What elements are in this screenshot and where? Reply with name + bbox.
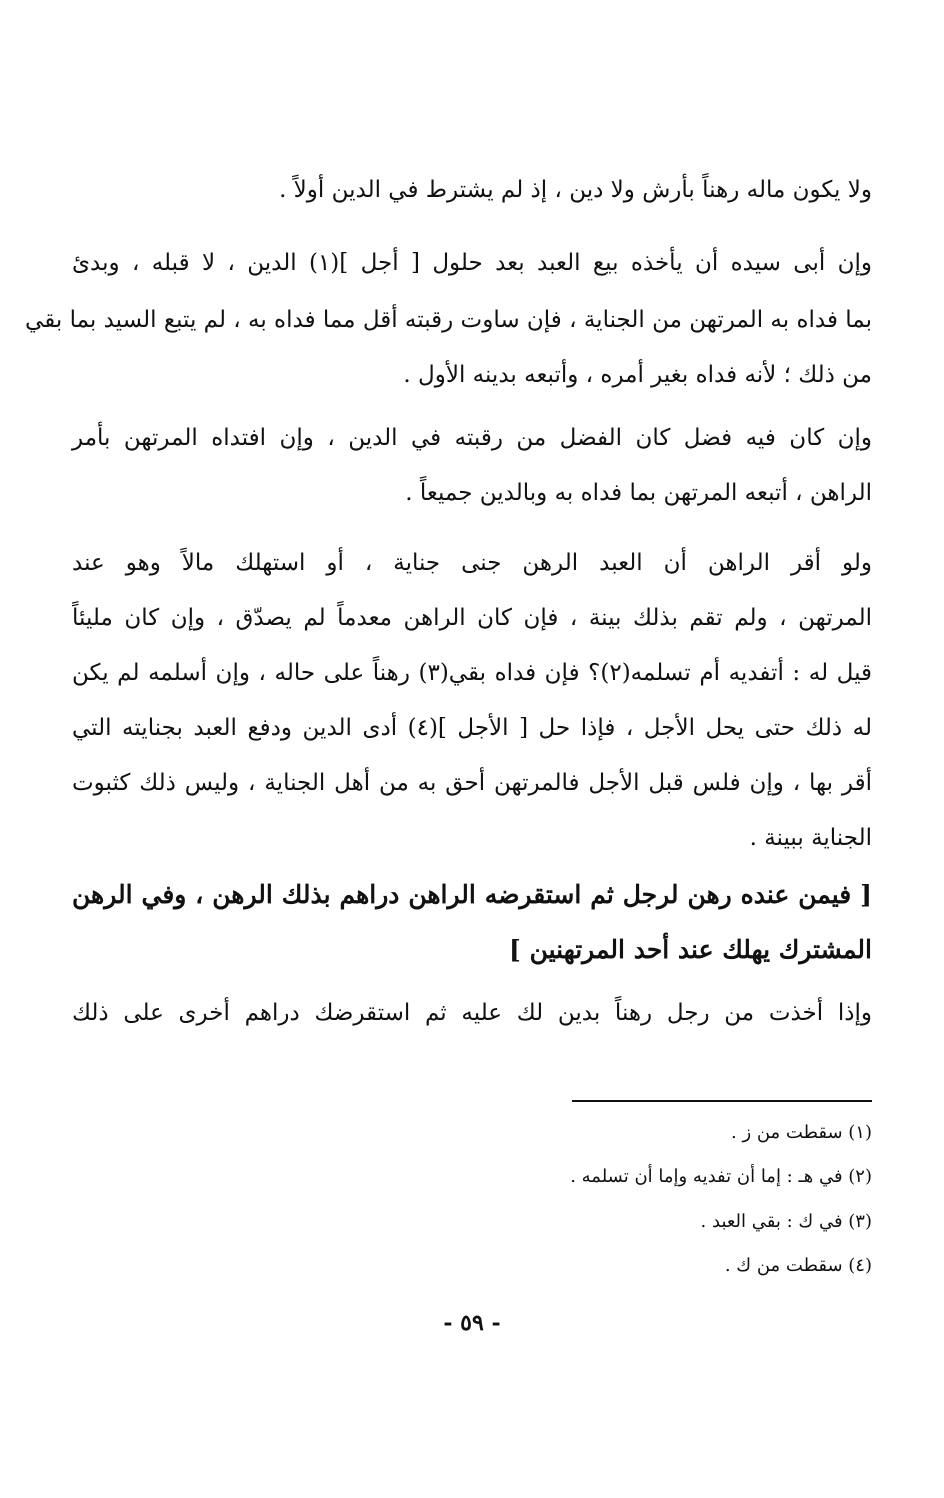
paragraph-line: الجناية ببينة . <box>749 825 872 851</box>
footnote: (٤) سقطت من ك . <box>724 1255 872 1276</box>
paragraph-line: بما فداه به المرتهن من الجناية ، فإن ساوت رقبته أقل مما فداه به ، لم يتبع السيد بما بقي <box>25 307 872 333</box>
section-heading-line: [ فيمن عنده رهن لرجل ثم استقرضه الراهن دراهم بذلك الرهن ، وفي الرهن <box>72 880 872 909</box>
paragraph-line: المرتهن ، ولم تقم بذلك بينة ، فإن كان الراهن معدماً لم يصدّق ، وإن كان مليئاً <box>72 605 872 631</box>
paragraph-line: وإن أبى سيده أن يأخذه بيع العبد بعد حلول [ أجل ](١) الدين ، لا قبله ، وبدئ <box>72 250 872 276</box>
footnote: (٣) في ك : بقي العبد . <box>700 1211 872 1232</box>
footnote: (١) سقطت من ز . <box>731 1122 872 1143</box>
paragraph-line: من ذلك ؛ لأنه فداه بغير أمره ، وأتبعه بدينه الأول . <box>403 362 872 388</box>
main-text <box>25 0 872 1090</box>
paragraph-line: قيل له : أتفديه أم تسلمه(٢)؟ فإن فداه بقي(٣) رهناً على حاله ، وإن أسلمه لم يكن <box>72 660 872 686</box>
page-number: - ٥٩ - <box>443 1310 501 1336</box>
paragraph-line: ولا يكون ماله رهناً بأرش ولا دين ، إذ لم يشترط في الدين أولاً . <box>279 177 872 203</box>
footnote-divider <box>572 1100 872 1102</box>
paragraph-line: الراهن ، أتبعه المرتهن بما فداه به وبالدين جميعاً . <box>405 480 872 506</box>
paragraph-line: ولو أقر الراهن أن العبد الرهن جنى جناية ، أو استهلك مالاً وهو عند <box>72 550 872 576</box>
section-heading-line: المشترك يهلك عند أحد المرتهنين ] <box>509 935 872 964</box>
paragraph-line: أقر بها ، وإن فلس قبل الأجل فالمرتهن أحق به من أهل الجناية ، وليس ذلك كثبوت <box>72 770 872 796</box>
paragraph-line: وإن كان فيه فضل كان الفضل من رقبته في الدين ، وإن افتداه المرتهن بأمر <box>72 425 872 451</box>
footnote: (٢) في هـ : إما أن تفديه وإما أن تسلمه . <box>570 1166 872 1187</box>
paragraph-line: وإذا أخذت من رجل رهناً بدين لك عليه ثم استقرضك دراهم أخرى على ذلك <box>72 1000 872 1026</box>
paragraph-line: له ذلك حتى يحل الأجل ، فإذا حل [ الأجل ](٤) أدى الدين ودفع العبد بجنايته التي <box>72 715 872 741</box>
